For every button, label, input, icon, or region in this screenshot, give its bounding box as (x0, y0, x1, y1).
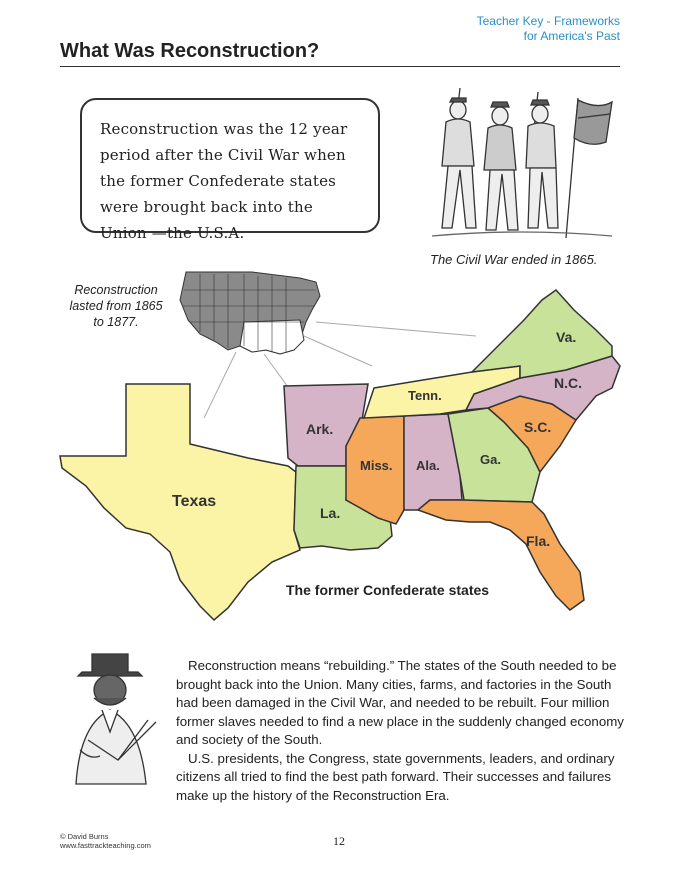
paragraph-1: Reconstruction means “rebuilding.” The states of the South needed to be brought back into the Union. Many cities, farms, and factories in the South had been damaged in the Civil War, and needed to be rebuilt. Four million former slaves needed to find a new place in the suddenly changed economy and society of the South. (176, 658, 624, 747)
us-inset-map (180, 272, 320, 354)
reconstruction-duration-note: Reconstruction lasted from 1865 to 1877. (69, 283, 163, 329)
label-tennessee: Tenn. (408, 388, 442, 403)
man-portrait-illustration (58, 650, 168, 788)
website-text: www.fasttrackteaching.com (60, 841, 151, 850)
label-texas: Texas (172, 493, 217, 510)
definition-box: Reconstruction was the 12 year period after the Civil War when the former Confederate states were brought back into the Union —the U.S.A. (80, 98, 380, 233)
label-louisiana: La. (320, 505, 341, 521)
copyright-text: © David Burns (60, 832, 109, 841)
soldiers-caption: The Civil War ended in 1865. (430, 252, 598, 267)
page-title: What Was Reconstruction? (60, 40, 320, 62)
page-number: 12 (333, 834, 345, 848)
label-mississippi: Miss. (360, 458, 393, 473)
label-virginia: Va. (556, 329, 577, 345)
label-georgia: Ga. (480, 452, 501, 467)
label-arkansas: Ark. (306, 421, 334, 437)
paragraph-2: U.S. presidents, the Congress, state governments, leaders, and ordinary citizens all tried to find the best path forward. Their successes and failures make up the history of the Reconstruction Era. (176, 750, 615, 803)
body-text (176, 657, 626, 805)
footer-credit (60, 832, 151, 850)
map-title: The former Confederate states (286, 582, 490, 598)
label-alabama: Ala. (416, 458, 440, 473)
teacher-key-line2: for America's Past (523, 29, 620, 43)
teacher-key-line1: Teacher Key - Frameworks (476, 14, 620, 28)
label-south-carolina: S.C. (524, 419, 552, 435)
label-florida: Fla. (526, 533, 551, 549)
label-north-carolina: N.C. (554, 375, 582, 391)
